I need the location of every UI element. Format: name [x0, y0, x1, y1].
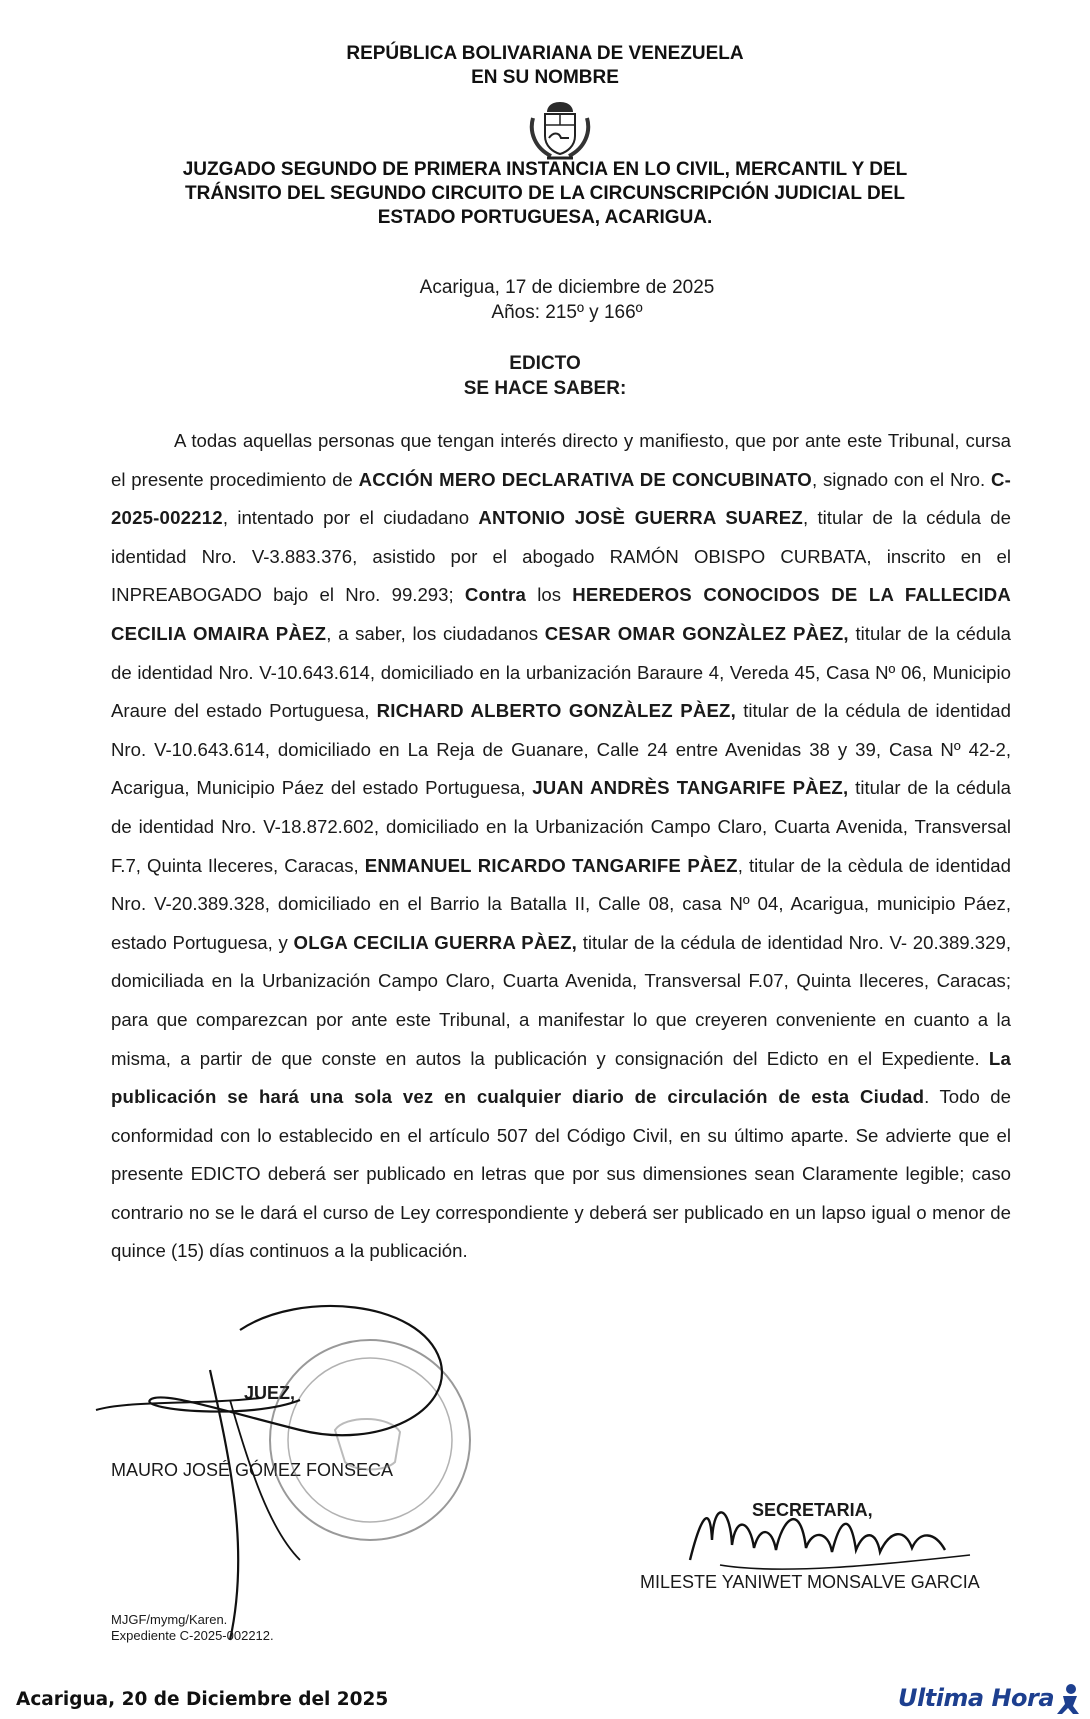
- secretary-label: SECRETARIA,: [752, 1500, 873, 1520]
- court-line-1: JUZGADO SEGUNDO DE PRIMERA INSTANCIA EN LO CIVIL, MERCANTIL Y DEL: [182, 159, 908, 180]
- reference-block: [111, 1612, 274, 1644]
- republic-heading: [0, 42, 1090, 90]
- file-reference: Expediente C-2025-002212.: [111, 1628, 274, 1643]
- typist-initials: MJGF/mymg/Karen.: [111, 1612, 228, 1627]
- notice-heading: SE HACE SABER:: [463, 378, 627, 399]
- publication-requirement: La publicación se hará una sola vez en cualquier diario de circulación de esta Ciudad: [111, 1047, 1011, 1108]
- edict-heading: EDICTO: [509, 353, 581, 374]
- edict-body: [111, 422, 1011, 1271]
- publication-date: Acarigua, 20 de Diciembre del 2025: [16, 1689, 389, 1710]
- heir-name: OLGA CECILIA GUERRA PÀEZ,: [293, 931, 578, 953]
- court-line-2: TRÁNSITO DEL SEGUNDO CIRCUITO DE LA CIRCUNSCRIPCIÓN JUDICIAL DEL: [185, 183, 905, 204]
- republic-line: REPÚBLICA BOLIVARIANA DE VENEZUELA: [346, 43, 744, 64]
- issue-date: Acarigua, 17 de diciembre de 2025: [419, 277, 715, 298]
- court-heading: [0, 158, 1090, 230]
- ultima-hora-logo: Ultima Hora: [898, 1684, 1055, 1712]
- judge-label: JUEZ,: [244, 1383, 296, 1403]
- court-seal-stamp: [270, 1340, 470, 1540]
- in-its-name-line: EN SU NOMBRE: [471, 67, 619, 88]
- issue-date-block: [397, 275, 737, 325]
- heir-name: RICHARD ALBERTO GONZÀLEZ PÀEZ,: [376, 700, 736, 722]
- secretary-name: MILESTE YANIWET MONSALVE GARCIA: [640, 1572, 980, 1592]
- heir-name: CESAR OMAR GONZÀLEZ PÀEZ,: [544, 622, 849, 644]
- edict-paragraph: A todas aquellas personas que tengan interés directo y manifiesto, que por ante este Tribunal, cursa el presente procedimiento de ACCIÓN MERO DECLARATIVA DE CONCUBINATO, signado con el Nro. C-2025-002212, intentado por el ciudadano ANTONIO JOSÈ GUERRA SUAREZ, titular de la cédula de identidad Nro. V-3.883.376, asistido por el abogado RAMÓN OBISPO CURBATA, inscrito en el INPREABOGADO bajo el Nro. 99.293; Contra los HEREDEROS CONOCIDOS DE LA FALLECIDA CECILIA OMAIRA PÀEZ, a saber, los ciudadanos CESAR OMAR GONZÀLEZ PÀEZ, titular de la cédula de identidad Nro. V-10.643.614, domiciliado en la urbanización Baraure 4, Vereda 45, Casa Nº 06, Municipio Araure del estado Portuguesa, RICHARD ALBERTO GONZÀLEZ PÀEZ, titular de la cédula de identidad Nro. V-10.643.614, domiciliado en La Reja de Guanare, Calle 24 entre Avenidas 38 y 39, Casa Nº 42-2, Acarigua, Municipio Páez del estado Portuguesa, JUAN ANDRÈS TANGARIFE PÀEZ, titular de la cédula de identidad Nro. V-18.872.602, domiciliado en la Urbanización Campo Claro, Cuarta Avenida, Transversal F.7, Quinta Ileceres, Caracas, ENMANUEL RICARDO TANGARIFE PÀEZ, titular de la cèdula de identidad Nro. V-20.389.328, domiciliado en el Barrio la Batalla II, Calle 08, casa Nº 04, Acarigua, municipio Páez, estado Portuguesa, y OLGA CECILIA GUERRA PÀEZ, titular de la cédula de identidad Nro. V- 20.389.329, domiciliada en la Urbanización Campo Claro, Cuarta Avenida, Transversal F.07, Quinta Ileceres, Caracas; para que comparezcan por ante este Tribunal, a manifestar lo que creyeren conveniente en cuanto a la misma, a partir de que conste en autos la publicación y consignación del Edicto en el Expediente. La publicación se hará una sola vez en cualquier diario de circulación de esta Ciudad. Todo de conformidad con lo establecido en el artículo 507 del Código Civil, en su último aparte. Se advierte que el presente EDICTO deberá ser publicado en letras que por sus dimensiones sean Claramente legible; caso contrario no se le dará el curso de Ley correspondiente y deberá ser publicado en un lapso igual o menor de quince (15) días continuos a la publicación.: [111, 430, 1012, 1262]
- edict-title: [0, 351, 1090, 401]
- years-line: Años: 215º y 166º: [491, 302, 643, 323]
- procedure-name: ACCIÓN MERO DECLARATIVA DE CONCUBINATO: [358, 468, 812, 490]
- ultima-hora-logo-icon: [1053, 1682, 1085, 1716]
- heirs-heading: HEREDEROS CONOCIDOS DE LA FALLECIDA CECILIA OMAIRA PÀEZ: [111, 584, 1011, 644]
- coat-of-arms-icon: [525, 98, 595, 164]
- case-number: C-2025-002212: [111, 468, 1011, 529]
- plaintiff-name: ANTONIO JOSÈ GUERRA SUAREZ: [478, 507, 803, 529]
- heir-name: ENMANUEL RICARDO TANGARIFE PÀEZ: [364, 854, 738, 876]
- judge-name: MAURO JOSÉ GÓMEZ FONSECA: [111, 1460, 394, 1480]
- heir-name: JUAN ANDRÈS TANGARIFE PÀEZ,: [532, 777, 849, 799]
- court-line-3: ESTADO PORTUGUESA, ACARIGUA.: [377, 207, 713, 228]
